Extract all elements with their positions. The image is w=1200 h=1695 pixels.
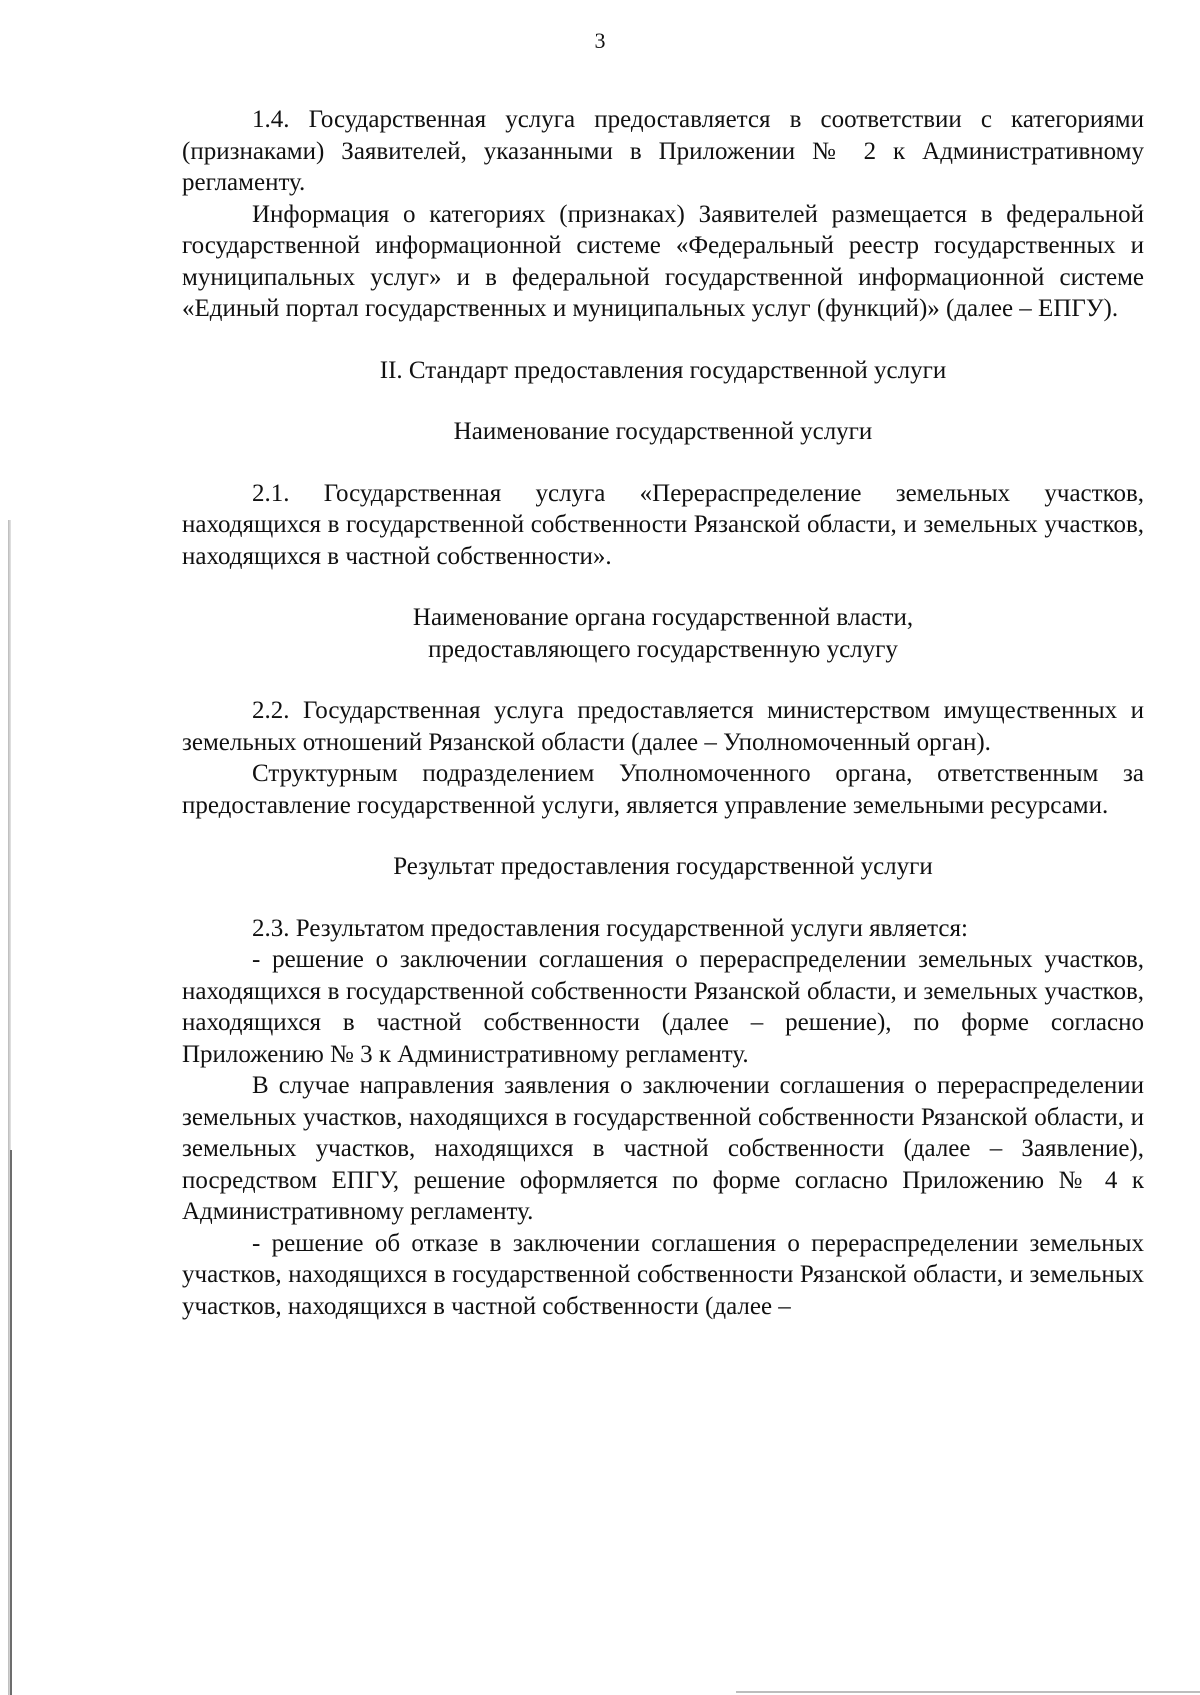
organ-heading-line-2: предоставляющего государственную услугу bbox=[428, 635, 898, 663]
paragraph-2-1: 2.1. Государственная услуга «Перераспределение земельных участков, находящихся в государственной собственности Рязанской области, и земельных участков, находящихся в частной собственности». bbox=[182, 479, 1144, 570]
scan-bottom-line bbox=[736, 1691, 1200, 1693]
section-2-heading: II. Стандарт предоставления государственной услуги bbox=[379, 356, 947, 384]
paragraph-2-2: 2.2. Государственная услуга предоставляется министерством имущественных и земельных отношений Рязанской области (далее – Уполномоченный орган). bbox=[182, 697, 1144, 756]
page-number: 3 bbox=[594, 28, 606, 53]
paragraph-2-3-epgu: В случае направления заявления о заключении соглашения о перераспределении земельных участков, находящихся в государственной собственности Рязанской области, и земельных участков, находящихся в частной собственности (далее – Заявление), посредством ЕПГУ, решение оформляется по форме согласно Приложению № 4 к Административному регламенту. bbox=[182, 1072, 1144, 1225]
organ-heading-line-1: Наименование органа государственной власти, bbox=[412, 604, 914, 631]
paragraph-1-4: 1.4. Государственная услуга предоставляется в соответствии с категориями (признаками) Заявителей, указанными в Приложении № 2 к Административному регламенту. bbox=[182, 106, 1144, 196]
paragraph-2-3: 2.3. Результатом предоставления государственной услуги является: bbox=[252, 914, 968, 942]
document-body bbox=[182, 104, 1144, 1322]
paragraph-2-2-structural-unit: Структурным подразделением Уполномоченного органа, ответственным за предоставление государственной услуги, является управление земельными ресурсами. bbox=[182, 760, 1144, 819]
paragraph-2-3-refusal: - решение об отказе в заключении соглашения о перераспределении земельных участков, находящихся в государственной собственности Рязанской области, и земельных участков, находящихся в частной собственности (далее – bbox=[182, 1229, 1144, 1320]
service-name-heading: Наименование государственной услуги bbox=[453, 418, 873, 445]
paragraph-2-3-decision: - решение о заключении соглашения о перераспределении земельных участков, находящихся в государственной собственности Рязанской области, и земельных участков, находящихся в частной собственности (далее – решение), по форме согласно Приложению № 3 к Административному регламенту. bbox=[182, 946, 1144, 1068]
result-heading: Результат предоставления государственной услуги bbox=[393, 853, 933, 880]
paragraph-1-4-info: Информация о категориях (признаках) Заявителей размещается в федеральной государственной информационной системе «Федеральный реестр государственных и муниципальных услуг» и в федеральной государственной информационной системе «Единый портал государственных и муниципальных услуг (функций)» (далее – ЕПГУ). bbox=[182, 200, 1144, 322]
scan-edge-dark bbox=[10, 1150, 12, 1695]
